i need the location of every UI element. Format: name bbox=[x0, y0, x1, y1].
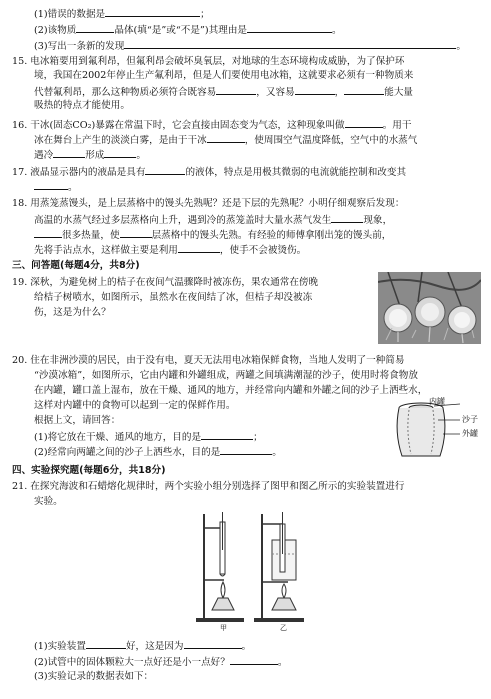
q16-line-2: 冰在舞台上产生的淡淡白雾，是由于干冰 ，使周围空气温度降低，空气中的水蒸气 bbox=[34, 132, 481, 148]
q20-line-2: “沙漠冰箱”，如图所示，它由内罐和外罐组成，两罐之间填满潮湿的沙子，使用时将食物放 bbox=[34, 370, 418, 381]
label-yi: 乙 bbox=[280, 624, 287, 632]
q20-line-3: 在内罐，罐口盖上湿布，放在干燥、通风的地方，并经常向内罐和外罐之间的沙子上洒些水， bbox=[34, 385, 428, 396]
q18-line-3: 很多热量，使 层蒸格中的馒头先熟。有经验的师傅拿刚出笼的馒头前， bbox=[34, 227, 481, 243]
q20-line-6: (1)将它放在干燥、通风的地方，目的是 ； bbox=[34, 429, 381, 445]
q15-line-3: 代替氟利昂，那么这种物质必须符合既容易 ，又容易 ， 能大量 bbox=[34, 84, 481, 100]
q15-line-4: 吸热的特点才能使用。 bbox=[34, 100, 130, 111]
sand-label: 沙子 bbox=[462, 415, 478, 424]
q20-line-7: (2)经常向两罐之间的沙子上洒些水，目的是 。 bbox=[34, 444, 381, 460]
q17-line-2: 。 bbox=[34, 179, 481, 195]
q14-item-2: (2)该物质 晶体(填“是”或“不是”)其理由是 。 bbox=[34, 22, 481, 38]
q18-line-1: 18. 用蒸笼蒸馒头，是上层蒸格中的馒头先熟呢？还是下层的先熟呢？小明仔细观察后发现： bbox=[12, 198, 405, 209]
q21-line-1: 21. 在探究海波和石蜡熔化规律时，两个实验小组分别选择了图甲和图乙所示的实验装置进行 bbox=[12, 481, 405, 492]
q20-line-1: 20. 住在非洲沙漠的居民，由于没有电，夏天无法用电冰箱保鲜食物，当地人发明了一种简易 bbox=[12, 355, 405, 366]
label-jia: 甲 bbox=[220, 624, 227, 632]
q17-line-1: 17. 液晶显示器内的液晶是具有 的液体，特点是用极其微弱的电流就能控制和改变其 bbox=[12, 164, 481, 180]
q20-line-5: 根据上文，请回答： bbox=[34, 415, 121, 426]
q15-line-2: 境，我国在2002年停止生产氟利昂，但是人们要使用电冰箱，这就要求必须有一种物质来 bbox=[34, 70, 414, 81]
frozen-orange-illustration bbox=[378, 272, 481, 344]
q15-line-1: 15. 电冰箱要用到氟利昂，但氟利昂会破坏臭氧层，对地球的生态环境构成威胁，为了保护环 bbox=[12, 56, 405, 67]
apparatus-figures bbox=[190, 510, 310, 635]
inner-jar-label: 内罐 bbox=[429, 397, 445, 406]
q21-item-1: (1)实验装置 好，这是因为 。 bbox=[34, 638, 481, 654]
q18-line-4: 先将手沾点水，这样做主要是利用 ，使手不会被烫伤。 bbox=[34, 242, 481, 258]
apparatus-jia bbox=[196, 512, 244, 622]
q19-line-3: 伤，这是为什么？ bbox=[34, 307, 111, 318]
desert-fridge-diagram bbox=[376, 397, 481, 462]
q21-line-2: 实验。 bbox=[34, 496, 63, 507]
section-4-heading: 四、实验探究题(每题6分，共18分) bbox=[12, 465, 166, 476]
q16-line-3: 遇冷 形成 。 bbox=[34, 147, 481, 163]
q18-line-2: 高温的水蒸气经过多层蒸格向上升，遇到冷的蒸笼盖时大量水蒸气发生 现象， bbox=[34, 212, 481, 228]
q21-item-3: (3)实验记录的数据表如下： bbox=[34, 671, 154, 682]
outer-jar-label: 外罐 bbox=[462, 429, 478, 438]
section-3-heading: 三、问答题(每题4分，共8分) bbox=[12, 260, 140, 271]
q16-line-1: 16. 干冰(固态CO₂)暴露在常温下时，它会直接由固态变为气态，这种现象叫做 。用干 bbox=[12, 117, 481, 133]
frozen-orange-photo bbox=[378, 272, 481, 344]
q14-item-3: (3)写出一条新的发现 。 bbox=[34, 38, 481, 54]
apparatus-yi bbox=[254, 512, 304, 622]
q19-line-1: 19. 深秋，为避免树上的桔子在夜间气温骤降时被冻伤，果农通常在傍晚 bbox=[12, 277, 319, 288]
q19-line-2: 给桔子树喷水，如图所示，虽然水在夜间结了冰，但桔子却没被冻 bbox=[34, 292, 313, 303]
q21-item-2: (2)试管中的固体颗粒大一点好还是小一点好？ 。 bbox=[34, 654, 481, 670]
q14-item-1: (1)错误的数据是 ； bbox=[34, 6, 481, 22]
q20-line-4: 这样对内罐中的食物可以起到一定的保鲜作用。 bbox=[34, 400, 236, 411]
